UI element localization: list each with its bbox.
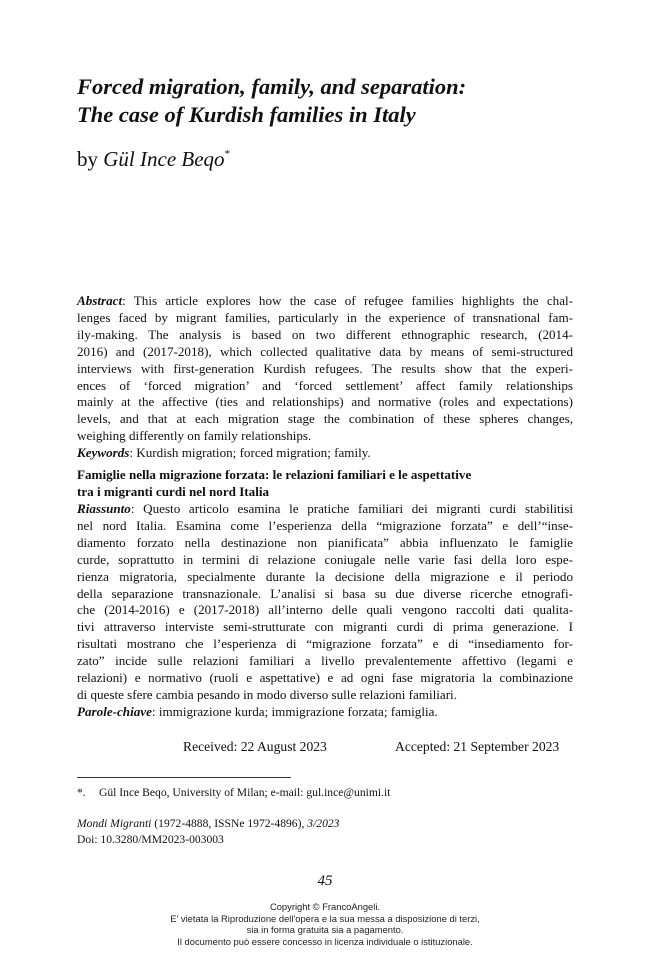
parole-chiave-line [77,704,573,721]
abstract-line: ences of ‘forced migration’ and ‘forced settlement’ affect family relationships [77,377,573,393]
abstract-line: lenges faced by migrant families, particularly in the experience of transnational fam- [77,309,573,325]
author-line [77,141,230,172]
abstract-line: weighing differently on family relationships. [77,428,312,444]
riassunto-line: nel nord Italia. Esamina come l’esperienza della “migrazione forzata” e dell’“inse- [77,517,573,533]
riassunto-label: Riassunto [77,501,131,516]
abstract-text: : This article explores how the case of refugee families highlights the chal- [122,293,573,308]
footnote-text: Gül Ince Beqo, University of Milan; e-mail: gul.ince@unimi.it [99,786,391,799]
riassunto-line: che (2014-2016) e (2017-2018) all’interno delle quali vengono raccolti dati qualita- [77,602,573,618]
riassunto-text: : Questo articolo esamina le pratiche familiari dei migranti curdi stabilitisi [130,501,573,516]
copyright-line: Il documento può essere concesso in licenza individuale o istituzionale. [177,935,473,947]
keywords-text: : Kurdish migration; forced migration; family. [129,445,371,461]
journal-name: Mondi Migranti [77,817,152,830]
page-number: 45 [317,873,333,889]
copyright-line: Copyright © FrancoAngeli. [269,901,381,912]
riassunto-line [77,501,573,518]
riassunto-section [77,501,573,721]
abstract-line: interviews with first-generation Kurdish refugees. The results show that the experi- [77,360,573,376]
italian-title [77,467,573,501]
author-footnote [77,786,390,799]
riassunto-line: curde, soprattutto in termini di relazione coniugale nelle varie fasi della loro espe- [77,551,573,567]
footnote-mark: *. [77,786,86,799]
author-footnote-mark: * [224,148,231,160]
riassunto-line: zato” incide sulle relazioni familiari a livello prevalentemente affettivo (legami e [77,653,573,669]
author-name: Gül Ince Beqo [103,147,225,171]
footnote-divider [77,777,291,778]
journal-issn: (1972-4888, ISSNe 1972-4896), [151,817,308,830]
journal-issue: 3/2023 [307,817,340,830]
parole-chiave-text: : immigrazione kurda; immigrazione forzata; famiglia. [151,703,438,719]
article-title-line-2: The case of Kurdish families in Italy [77,102,416,127]
abstract-line: mainly at the affective (ties and relationships) and normative (roles and expectations) [77,394,573,410]
abstract-section [77,293,573,462]
abstract-line [77,293,573,310]
abstract-line: 2016) and (2017-2018), which collected qualitative data by means of semi-structured [77,343,573,359]
italian-title-line-2: tra i migranti curdi nel nord Italia [77,483,270,499]
keywords-label: Keywords [77,445,130,461]
riassunto-line: rienza migratoria, specialmente durante la decisione della migrazione e il periodo [77,568,573,584]
abstract-line: ily-making. The analysis is based on two different ethnographic research, (2014- [77,326,573,342]
copyright-line: sia in forma gratuita sia a pagamento. [246,924,404,936]
journal-info [77,816,339,848]
copyright-notice [0,901,650,947]
author-prefix: by [77,147,98,171]
riassunto-line: tivi attraverso interviste semi-strutturate con migranti curdi di prima generazione. I [77,619,573,635]
abstract-line: levels, and that at each migration stage the combination of these spheres changes, [77,411,573,427]
article-title [77,73,597,129]
copyright-line: E' vietata la Riproduzione dell'opera e la sua messa a disposizione di terzi, [170,912,480,924]
riassunto-line: risultati mostrano che l’esperienza di “migrazione forzata” e di “insediamento for- [77,636,573,652]
abstract-label: Abstract [77,293,123,308]
article-title-line-1: Forced migration, family, and separation: [77,74,467,99]
received-date: Received: 22 August 2023 [183,739,327,754]
italian-title-line-1: Famiglie nella migrazione forzata: le relazioni familiari e le aspettative [77,467,472,482]
riassunto-line: relazioni) e normativo (ruoli e aspettative) e ad ogni fase migratoria la combinazione [77,670,573,686]
keywords-line [77,445,573,462]
journal-doi: Doi: 10.3280/MM2023-003003 [77,833,224,846]
riassunto-line: diamento forzato nella destinazione non pianificata” abbia influenzato le famiglie [77,534,573,550]
riassunto-line: di queste sfere cambia pesando in modo diverso sulle relazioni familiari. [77,686,457,702]
parole-chiave-label: Parole-chiave [77,703,152,719]
accepted-date: Accepted: 21 September 2023 [395,739,560,754]
riassunto-line: della separazione transnazionale. L’analisi si basa su due diverse ricerche etnografi- [77,585,573,601]
